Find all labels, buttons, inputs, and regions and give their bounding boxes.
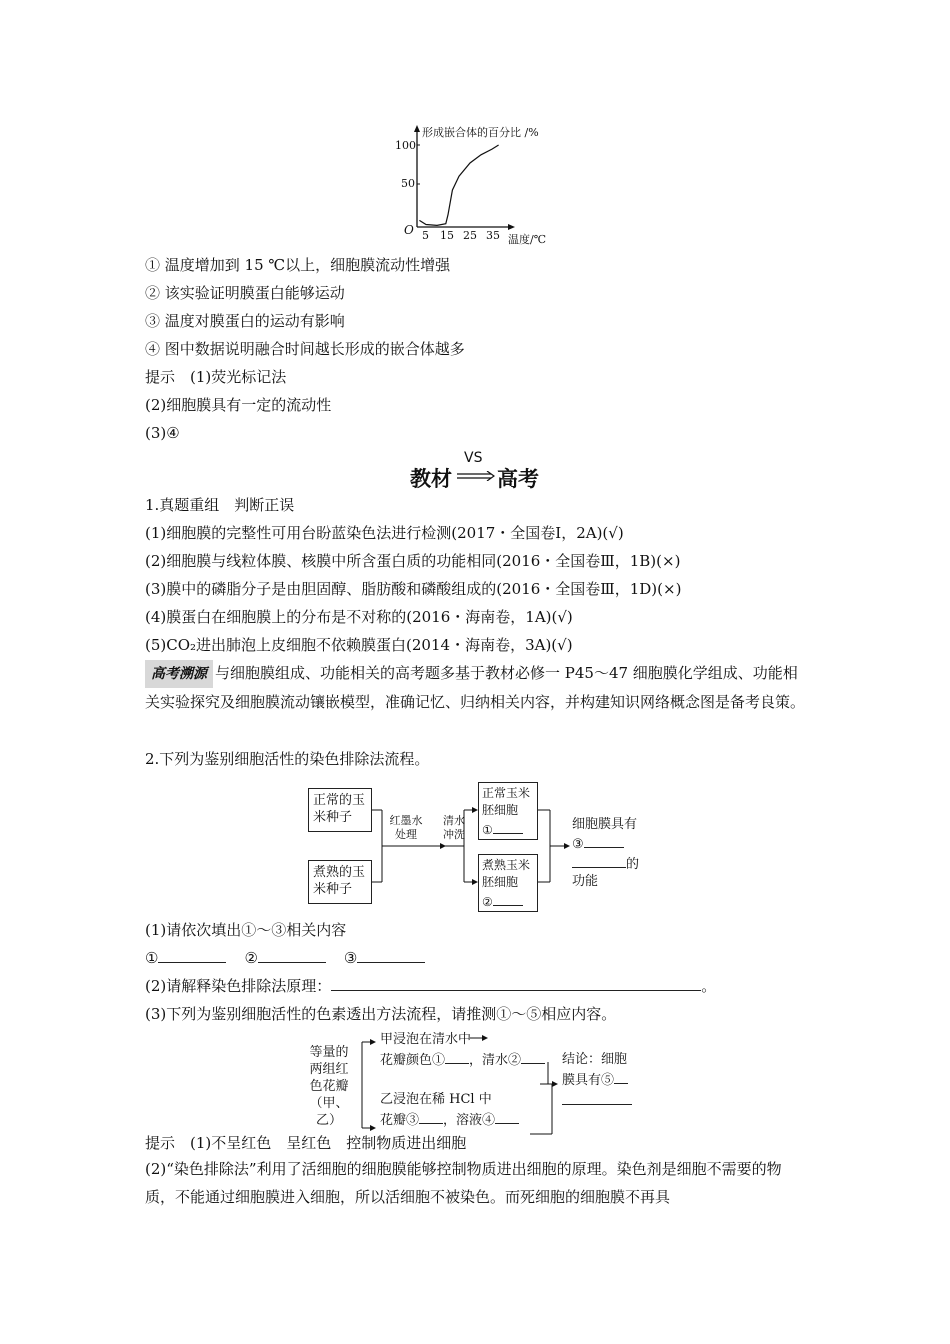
flow2-blank-3 (419, 1109, 443, 1124)
q1-item-3: (3)膜中的磷脂分子是由胆固醇、脂肪酸和磷酸组成的(2016・全国卷Ⅲ，1D)(×) (145, 580, 682, 598)
source-badge: 高考溯源 (145, 660, 213, 688)
flow2-left (300, 1044, 358, 1129)
flow2-blank-1 (445, 1049, 469, 1064)
seed-cooked-label: 煮熟的玉米种子 (313, 865, 366, 897)
embryo-normal-box (478, 782, 538, 840)
flow2-blank-2 (521, 1049, 545, 1064)
flow2-bottom (380, 1090, 519, 1130)
sub1-mark-1: ① (145, 949, 159, 967)
sub1-blank-1[interactable] (158, 948, 226, 963)
source-text: 与细胞膜组成、功能相关的高考题多基于教材必修一 P45～47 细胞膜化学组成、功能相关实验探究及细胞膜流动镶嵌模型，准确记忆、归纳相关内容，并构建知识网络概念图是备考良策。 (145, 664, 806, 711)
sub1-mark-2: ② (244, 949, 258, 967)
flow2-top-c: ，清水② (469, 1053, 522, 1068)
section-title-left: 教材 (410, 467, 452, 491)
flow2-left-1: 等量的 (309, 1045, 349, 1060)
seed-normal-box (308, 788, 372, 832)
double-arrow-icon (457, 471, 495, 481)
hint1-line-3: (3)④ (145, 424, 180, 442)
flow2-left-4: （甲、乙） (309, 1096, 349, 1128)
flow1-mark-2: ② (482, 895, 493, 909)
sub2-end: 。 (701, 977, 717, 995)
flow1-mark-3: ③ (572, 837, 584, 852)
q1-title: 1.真题重组 判断正误 (145, 496, 295, 514)
xtick-5: 5 (422, 229, 429, 242)
temperature-chart (395, 122, 585, 247)
embryo-cooked-box (478, 854, 538, 912)
q2-sub1: (1)请依次填出①～③相关内容 (145, 921, 347, 939)
flow1-blank-3 (584, 833, 624, 848)
section-title-right: 高考 (497, 467, 539, 491)
flow2-blank-4 (495, 1109, 519, 1124)
q2-sub3: (3)下列为鉴别细胞活性的色素透出方法流程，请推测①～⑤相应内容。 (145, 1005, 617, 1023)
flow1-mark-1: ① (482, 823, 493, 837)
option-2: ② 该实验证明膜蛋白能够运动 (145, 284, 345, 302)
flow2-conclusion (562, 1050, 658, 1111)
section-title-vs: VS (464, 450, 483, 466)
flow1-blank-1 (493, 819, 523, 834)
hint1-line-2: (2)细胞膜具有一定的流动性 (145, 396, 332, 414)
q1-item-2: (2)细胞膜与线粒体膜、核膜中所含蛋白质的功能相同(2016・全国卷Ⅲ，1B)(×) (145, 552, 681, 570)
source-paragraph (145, 659, 810, 716)
flow1-result-b: 的 (626, 857, 640, 872)
sub1-mark-3: ③ (343, 949, 358, 967)
flow2-bot-b: 花瓣③ (380, 1113, 420, 1128)
flow2-concl-a: 结论：细胞 (562, 1052, 628, 1067)
sub2-blank[interactable] (331, 976, 701, 991)
q1-item-5: (5)CO₂进出肺泡上皮细胞不依赖膜蛋白(2014・海南卷，3A)(√) (145, 636, 573, 654)
flow2-top (380, 1030, 545, 1070)
hint2-line-1: 提示 (1)不呈红色 呈红色 控制物质进出细胞 (145, 1134, 467, 1152)
embryo-cooked-label: 煮熟玉米胚细胞 (482, 858, 531, 889)
sub2-label: (2)请解释染色排除法原理： (145, 977, 332, 995)
xtick-25: 25 (463, 229, 477, 242)
chart-curve (419, 145, 498, 225)
ytick-50: 50 (401, 177, 415, 190)
option-3: ③ 温度对膜蛋白的运动有影响 (145, 312, 345, 330)
xtick-35: 35 (486, 229, 500, 242)
section-title (410, 450, 560, 495)
seed-normal-label: 正常的玉米种子 (313, 793, 366, 825)
flow1-result (572, 816, 668, 890)
y-axis-arrow (414, 125, 420, 132)
flow2-blank-6 (562, 1090, 632, 1105)
hint1-line-1: 提示 (1)荧光标记法 (145, 368, 287, 386)
embryo-normal-label: 正常玉米胚细胞 (482, 786, 531, 817)
q2-title: 2.下列为鉴别细胞活性的染色排除法流程。 (145, 750, 430, 768)
flow1-blank-2 (493, 891, 523, 906)
sub1-blank-3[interactable] (357, 948, 425, 963)
flow1-result-c: 功能 (572, 874, 599, 889)
flow-diagram-2 (300, 1030, 660, 1140)
xtick-15: 15 (440, 229, 454, 242)
option-4: ④ 图中数据说明融合时间越长形成的嵌合体越多 (145, 340, 465, 358)
hint2-paragraph: (2)“染色排除法”利用了活细胞的细胞膜能够控制物质进出细胞的原理。染色剂是细胞不需要的物质，不能通过细胞膜进入细胞，所以活细胞不被染色。而死细胞的细胞膜不再具 (145, 1160, 782, 1206)
chart-origin: O (404, 223, 414, 237)
flow2-concl-b: 膜具有⑤ (562, 1073, 615, 1088)
flow2-bot-c: ，溶液④ (443, 1113, 496, 1128)
q2-sub1-blanks (145, 948, 425, 968)
ytick-100: 100 (395, 139, 416, 152)
q2-sub2 (145, 976, 716, 996)
step1-label: 红墨水处理 (389, 814, 423, 841)
x-axis-arrow (508, 224, 515, 230)
flow2-blank-5 (614, 1069, 628, 1084)
q1-item-1: (1)细胞膜的完整性可用台盼蓝染色法进行检测(2017・全国卷Ⅰ，2A)(√) (145, 524, 624, 542)
flow2-left-2: 两组红 (309, 1062, 349, 1077)
sub1-blank-2[interactable] (258, 948, 326, 963)
q1-item-4: (4)膜蛋白在细胞膜上的分布是不对称的(2016・海南卷，1A)(√) (145, 608, 573, 626)
option-1: ① 温度增加到 15 ℃以上，细胞膜流动性增强 (145, 256, 451, 274)
flow2-left-3: 色花瓣 (309, 1079, 349, 1094)
flow2-top-a: 甲浸泡在清水中 (380, 1032, 472, 1047)
seed-cooked-box (308, 860, 372, 904)
flow2-bot-a: 乙浸泡在稀 HCl 中 (380, 1092, 492, 1107)
flow1-result-a: 细胞膜具有 (572, 817, 638, 832)
flow-diagram-1 (308, 782, 668, 912)
flow2-top-b: 花瓣颜色① (380, 1053, 446, 1068)
flow1-blank-4 (572, 853, 626, 868)
chart-xlabel: 温度/℃ (508, 233, 547, 246)
step2-label: 清水冲洗 (443, 814, 465, 841)
chart-ylabel: 形成嵌合体的百分比 /% (422, 126, 539, 139)
